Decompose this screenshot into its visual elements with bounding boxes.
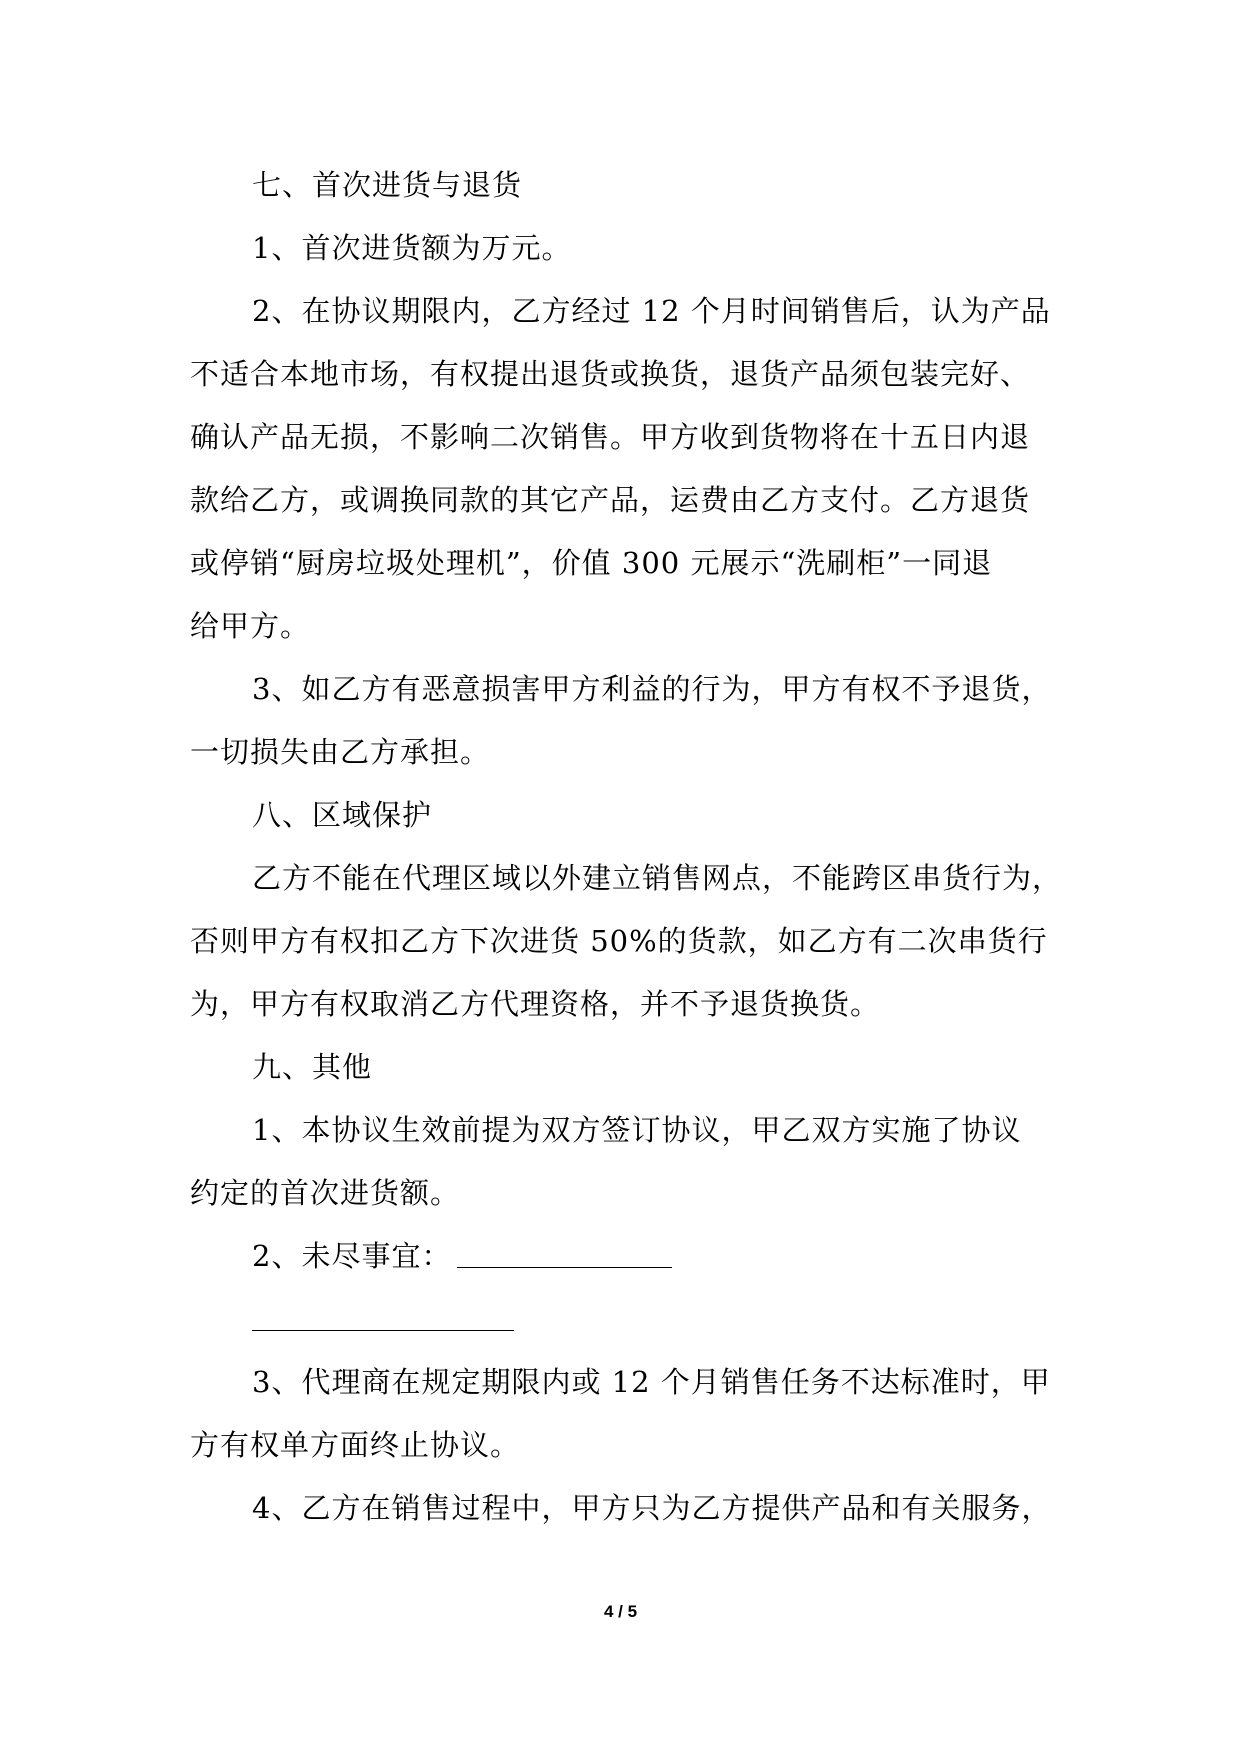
fill-in-blank xyxy=(457,1237,672,1268)
fill-in-blank-line xyxy=(190,1288,1060,1351)
paragraph-line: 约定的首次进货额。 xyxy=(190,1176,461,1210)
paragraph-line: 1、本协议生效前提为双方签订协议，甲乙双方实施了协议 xyxy=(252,1113,1022,1147)
document-body xyxy=(190,154,1063,1540)
unfinished-matters-line xyxy=(190,1225,1060,1288)
paragraph-line: 不适合本地市场，有权提出退货或换货，退货产品须包装完好、 xyxy=(190,357,1031,391)
section-heading-regional-protection: 八、区域保护 xyxy=(252,798,433,832)
section-heading-first-order-and-returns: 七、首次进货与退货 xyxy=(252,168,523,202)
page-number: 4 / 5 xyxy=(603,1602,638,1621)
paragraph-line: 为，甲方有权取消乙方代理资格，并不予退货换货。 xyxy=(190,987,881,1021)
unfinished-matters-label: 2、未尽事宜： xyxy=(252,1239,452,1273)
paragraph-line: 1、首次进货额为万元。 xyxy=(252,231,572,265)
paragraph-line: 给甲方。 xyxy=(190,609,311,643)
paragraph-line: 方有权单方面终止协议。 xyxy=(190,1428,521,1462)
paragraph-line: 乙方不能在代理区域以外建立销售网点，不能跨区串货行为， xyxy=(252,861,1063,895)
paragraph-line: 3、代理商在规定期限内或 12 个月销售任务不达标准时，甲 xyxy=(252,1365,1051,1399)
paragraph-line: 3、如乙方有恶意损害甲方利益的行为，甲方有权不予退货， xyxy=(252,672,1052,706)
fill-in-blank xyxy=(252,1300,514,1331)
paragraph-line: 款给乙方，或调换同款的其它产品，运费由乙方支付。乙方退货 xyxy=(190,483,1031,517)
paragraph-line: 2、在协议期限内，乙方经过 12 个月时间销售后，认为产品 xyxy=(252,294,1051,328)
paragraph-line: 或停销“厨房垃圾处理机”，价值 300 元展示“洗刷柜”一同退 xyxy=(190,546,993,580)
paragraph-line: 否则甲方有权扣乙方下次进货 50%的货款，如乙方有二次串货行 xyxy=(190,924,1048,958)
paragraph-line: 确认产品无损，不影响二次销售。甲方收到货物将在十五日内退 xyxy=(190,420,1031,454)
paragraph-line: 一切损失由乙方承担。 xyxy=(190,735,491,769)
paragraph-line: 4、乙方在销售过程中，甲方只为乙方提供产品和有关服务， xyxy=(252,1491,1052,1525)
section-heading-other: 九、其他 xyxy=(252,1050,373,1084)
